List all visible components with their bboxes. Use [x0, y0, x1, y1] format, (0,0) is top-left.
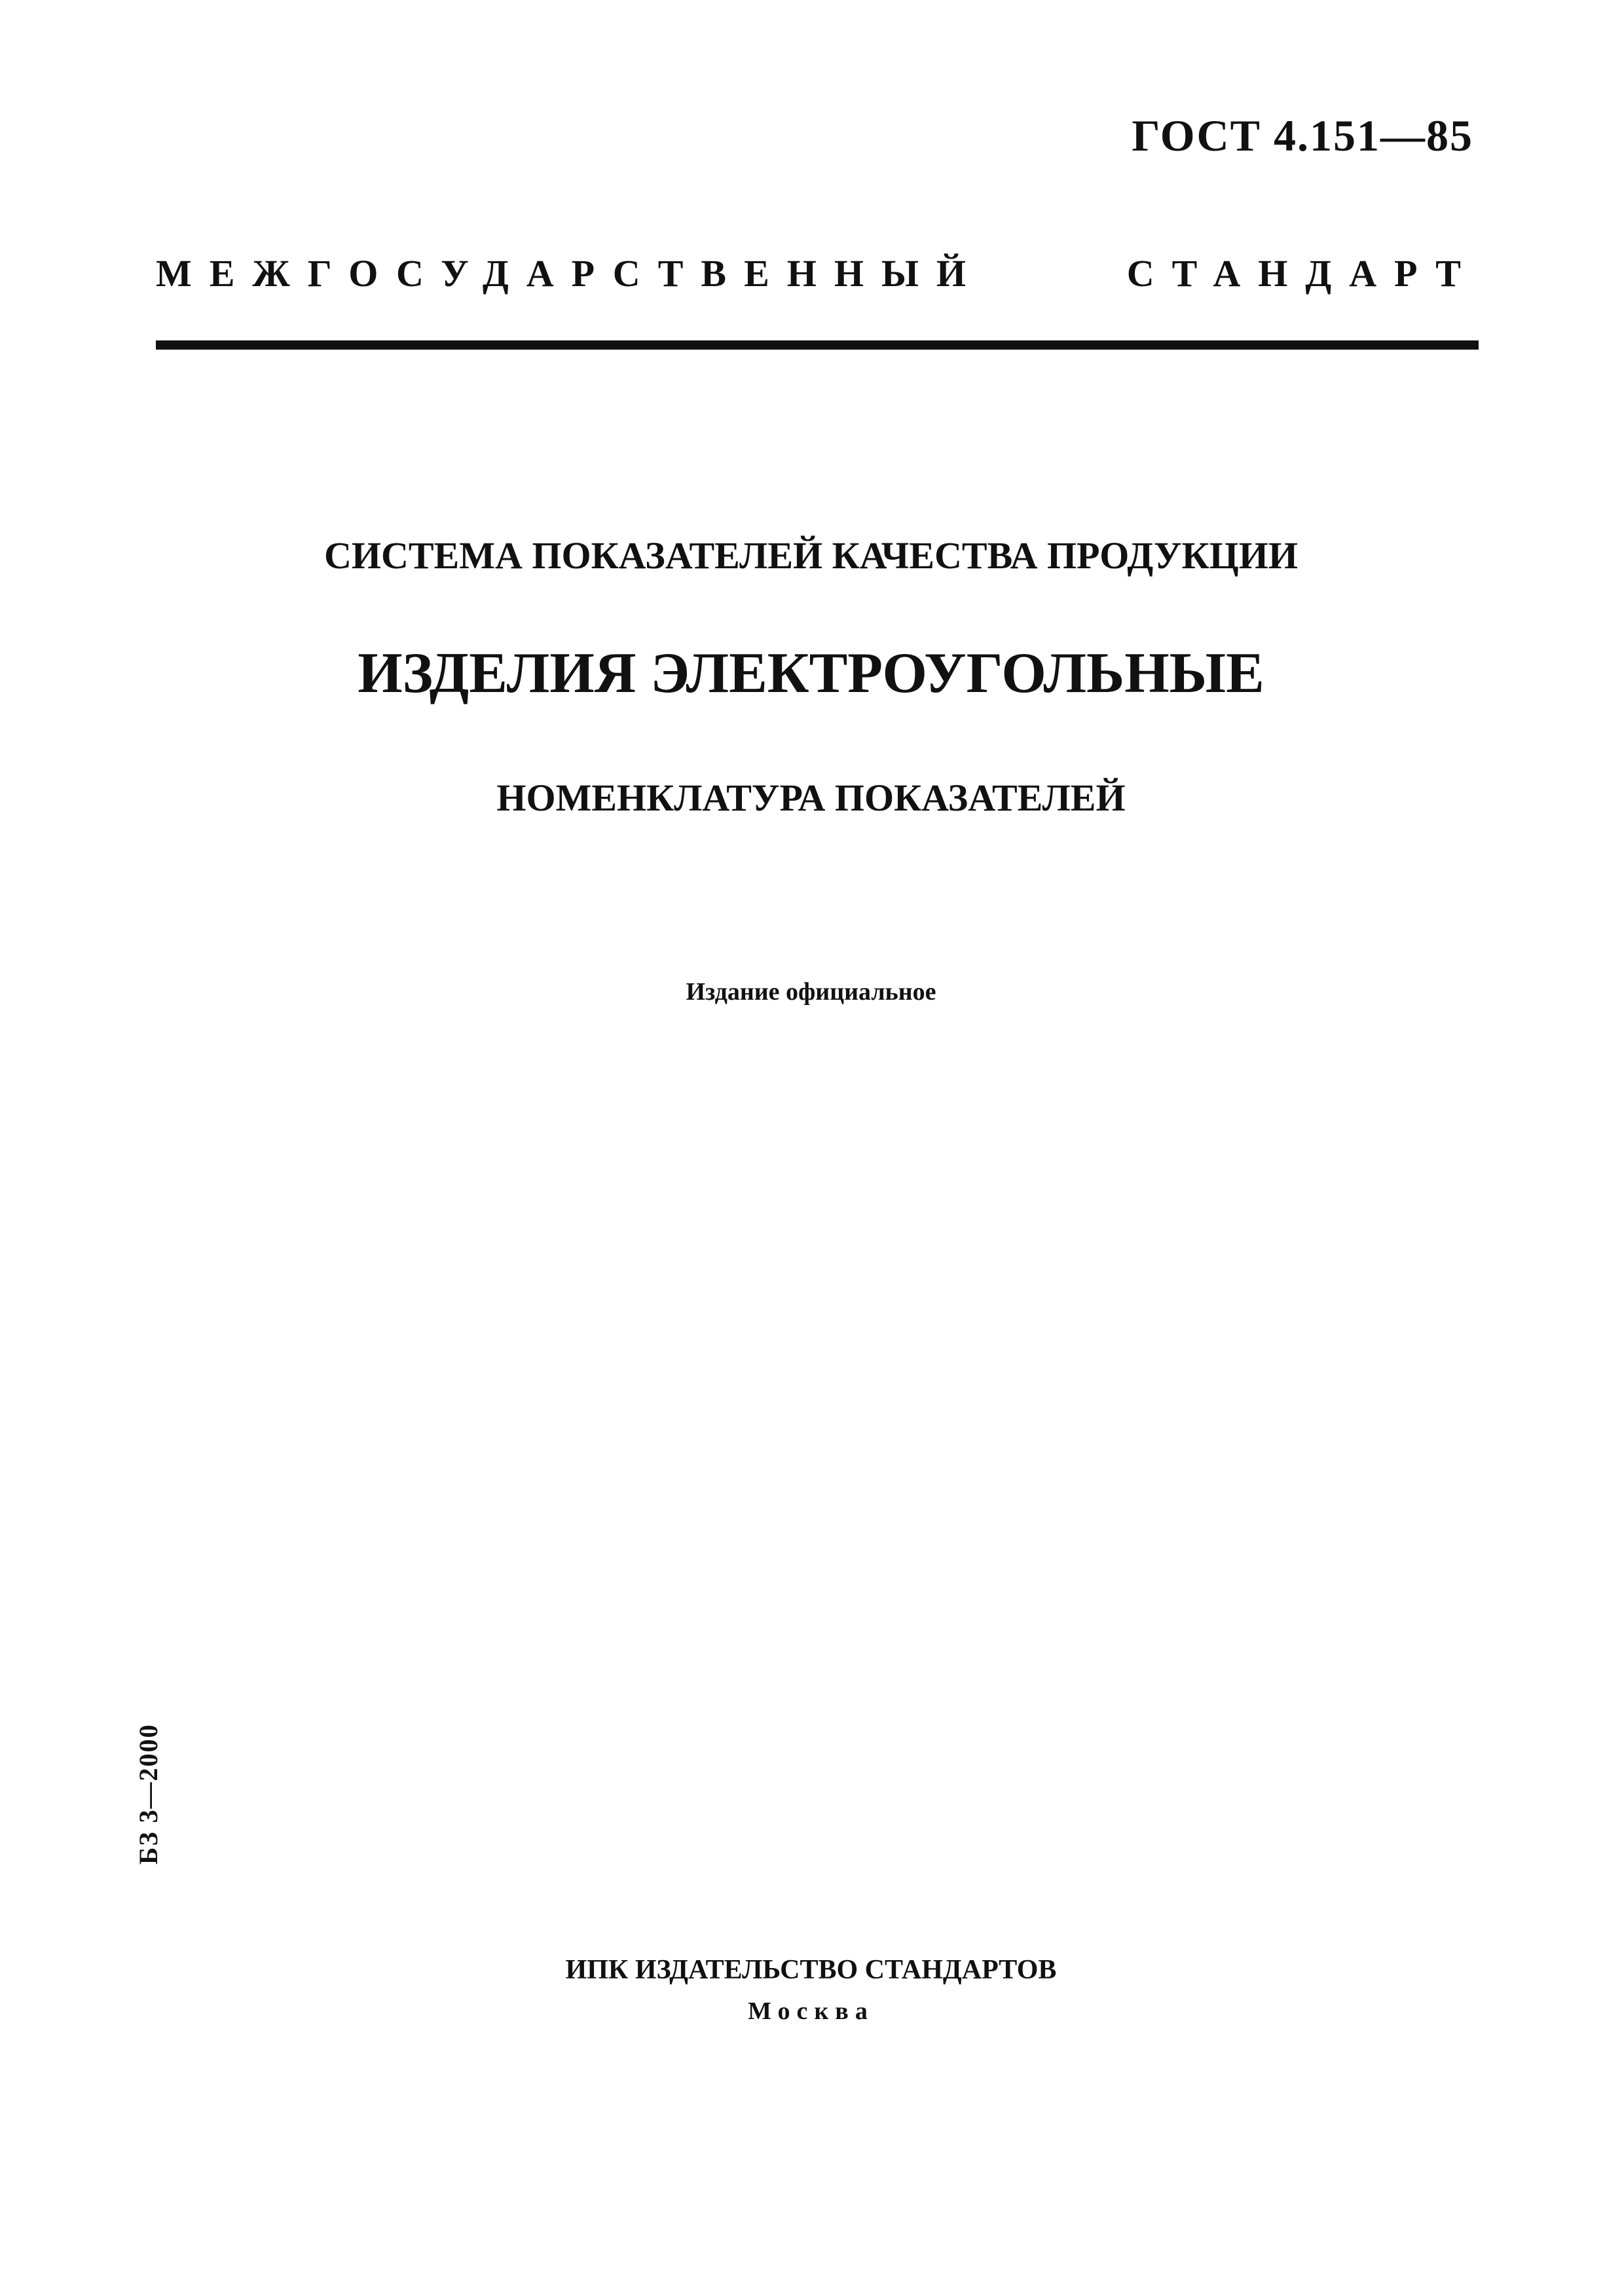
- vertical-side-code: БЗ 3—2000: [134, 1723, 163, 1865]
- document-number: ГОСТ 4.151—85: [1132, 111, 1473, 160]
- system-title: СИСТЕМА ПОКАЗАТЕЛЕЙ КАЧЕСТВА ПРОДУКЦИИ: [323, 534, 1298, 577]
- publisher-name: ИПК ИЗДАТЕЛЬСТВО СТАНДАРТОВ: [565, 1955, 1057, 1985]
- publication-city: Москва: [748, 1997, 874, 2025]
- header-rule-divider: [156, 340, 1479, 350]
- edition-note: Издание официальное: [686, 978, 936, 1006]
- main-title: ИЗДЕЛИЯ ЭЛЕКТРОУГОЛЬНЫЕ: [358, 642, 1264, 705]
- standard-type-heading: МЕЖГОСУДАРСТВЕННЫЙ СТАНДАРТ: [156, 252, 1479, 295]
- subtitle: НОМЕНКЛАТУРА ПОКАЗАТЕЛЕЙ: [496, 776, 1126, 819]
